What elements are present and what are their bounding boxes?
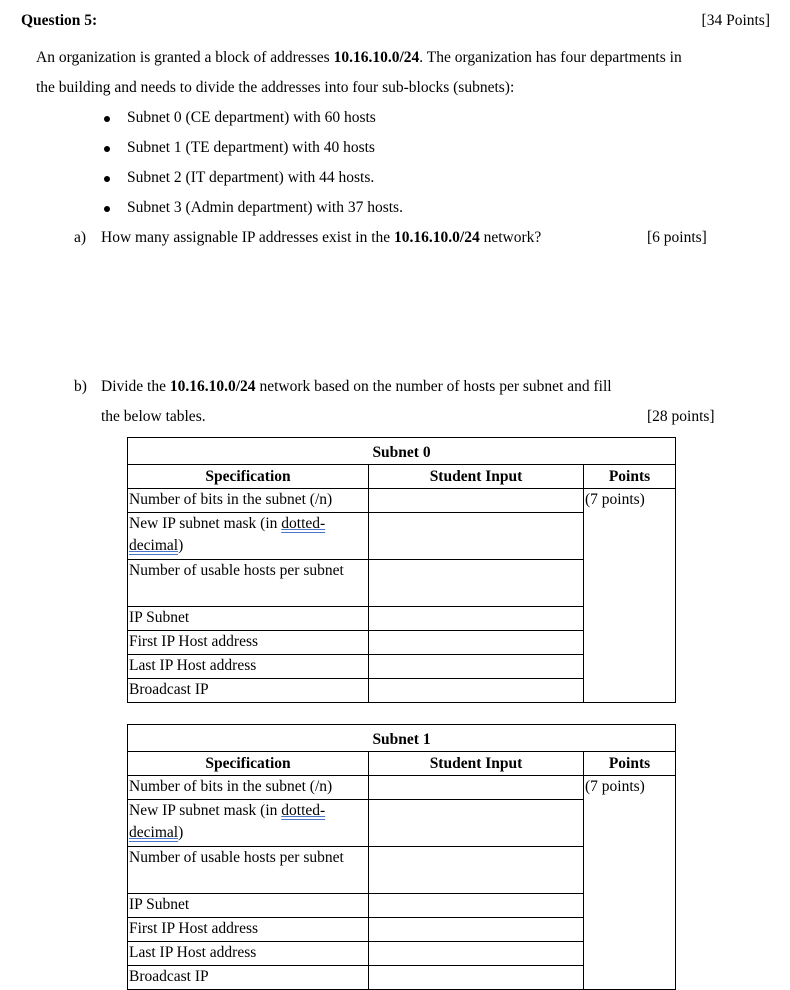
bullet-icon <box>104 146 110 152</box>
student-input-cell[interactable] <box>369 942 584 966</box>
spec-bits: Number of bits in the subnet (/n) <box>128 489 369 513</box>
bullet-item: Subnet 0 (CE department) with 60 hosts <box>127 109 376 126</box>
spec-usable-hosts: Number of usable hosts per subnet <box>128 560 369 607</box>
spec-broadcast: Broadcast IP <box>128 966 369 990</box>
student-input-cell[interactable] <box>369 847 584 894</box>
student-input-cell[interactable] <box>369 655 584 679</box>
spec-first-host: First IP Host address <box>128 918 369 942</box>
points-cell: (7 points) <box>584 489 676 703</box>
student-input-cell[interactable] <box>369 489 584 513</box>
spec-subnet-mask: New IP subnet mask (in dotted- decimal) <box>128 513 369 560</box>
student-input-cell[interactable] <box>369 607 584 631</box>
student-input-cell[interactable] <box>369 513 584 560</box>
bullet-icon <box>104 176 110 182</box>
intro-line-2: the building and needs to divide the addresses into four sub-blocks (subnets): <box>36 79 515 96</box>
part-b-label: b) <box>74 378 87 395</box>
spec-bits: Number of bits in the subnet (/n) <box>128 776 369 800</box>
points-cell: (7 points) <box>584 776 676 990</box>
bullet-item: Subnet 2 (IT department) with 44 hosts. <box>127 169 375 186</box>
subnet-0-table <box>127 437 676 703</box>
part-a-points: [6 points] <box>647 229 707 246</box>
bullet-item: Subnet 3 (Admin department) with 37 hosts. <box>127 199 403 216</box>
question-points: [34 Points] <box>701 12 770 29</box>
spec-broadcast: Broadcast IP <box>128 679 369 703</box>
student-input-cell[interactable] <box>369 679 584 703</box>
table-title: Subnet 1 <box>128 725 676 752</box>
bullet-icon <box>104 116 110 122</box>
part-b-question: Divide the 10.16.10.0/24 network based on the number of hosts per subnet and fill <box>101 378 612 395</box>
column-header-student-input: Student Input <box>369 465 584 489</box>
column-header-points: Points <box>584 465 676 489</box>
spec-first-host: First IP Host address <box>128 631 369 655</box>
student-input-cell[interactable] <box>369 894 584 918</box>
student-input-cell[interactable] <box>369 918 584 942</box>
table-title: Subnet 0 <box>128 438 676 465</box>
part-b-points: [28 points] <box>647 408 715 425</box>
spec-subnet-mask: New IP subnet mask (in dotted- decimal) <box>128 800 369 847</box>
spec-last-host: Last IP Host address <box>128 655 369 679</box>
student-input-cell[interactable] <box>369 800 584 847</box>
spec-ip-subnet: IP Subnet <box>128 607 369 631</box>
question-title: Question 5: <box>21 12 98 29</box>
part-a-question: How many assignable IP addresses exist in the 10.16.10.0/24 network? <box>101 229 542 246</box>
bullet-item: Subnet 1 (TE department) with 40 hosts <box>127 139 375 156</box>
bullet-icon <box>104 206 110 212</box>
intro-line-1: An organization is granted a block of addresses 10.16.10.0/24. The organization has four departments in <box>36 49 682 66</box>
student-input-cell[interactable] <box>369 560 584 607</box>
spec-usable-hosts: Number of usable hosts per subnet <box>128 847 369 894</box>
part-a-label: a) <box>74 229 87 246</box>
spec-last-host: Last IP Host address <box>128 942 369 966</box>
column-header-student-input: Student Input <box>369 752 584 776</box>
column-header-points: Points <box>584 752 676 776</box>
student-input-cell[interactable] <box>369 631 584 655</box>
student-input-cell[interactable] <box>369 776 584 800</box>
column-header-specification: Specification <box>128 465 369 489</box>
column-header-specification: Specification <box>128 752 369 776</box>
part-b-question-line-2: the below tables. <box>101 408 206 425</box>
spec-ip-subnet: IP Subnet <box>128 894 369 918</box>
subnet-1-table <box>127 724 676 990</box>
